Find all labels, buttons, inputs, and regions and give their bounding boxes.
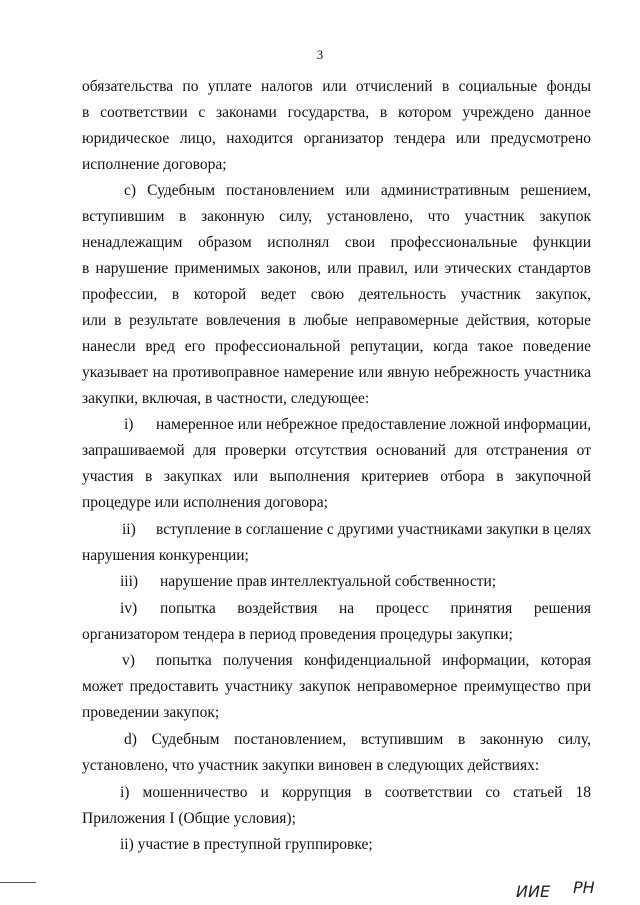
item-c-i-line-2: запрашиваемой для проверки отсутствия оснований для отстранения от: [82, 442, 591, 459]
para-a-line-3: юридическое лицо, находится организатор тендера или предусмотрено: [82, 130, 591, 147]
para-c-line-8: указывает на противоправное намерение или явную небрежность участника: [82, 364, 591, 381]
item-c-v-marker: v): [122, 652, 135, 669]
initials-left: ИИЕ: [516, 882, 551, 901]
item-d-i-line-1: i) мошенничество и коррупция в соответствии со статьей 18: [120, 784, 591, 801]
para-c-line-1: c) Судебным постановлением или административным решением,: [124, 182, 591, 199]
para-d-line-2: установлено, что участник закупки виновен в следующих действиях:: [82, 757, 540, 774]
item-c-v-line-3: проведении закупок;: [82, 704, 220, 721]
item-d-ii-line-1: ii) участие в преступной группировке;: [120, 836, 373, 853]
item-c-i-line-1: намеренное или небрежное предоставление ложной информации,: [156, 416, 592, 433]
para-c-line-9: закупки, включая, в частности, следующее:: [82, 390, 370, 407]
bottom-edge-rule: [0, 882, 36, 883]
item-c-iii-line-1: нарушение прав интеллектуальной собственности;: [160, 573, 497, 590]
item-c-ii-marker: ii): [122, 521, 136, 538]
para-a-line-4: исполнение договора;: [82, 156, 227, 173]
item-d-i-line-2: Приложения I (Общие условия);: [82, 810, 296, 827]
para-a-line-1: обязательства по уплате налогов или отчислений в социальные фонды: [82, 78, 591, 95]
para-c-line-5: профессии, в которой ведет свою деятельность участник закупок,: [82, 286, 591, 303]
item-c-iv-marker: iv): [120, 600, 138, 617]
item-c-i-line-3: участия в закупках или выполнения критериев отбора в закупочной: [82, 468, 591, 485]
para-c-line-3: ненадлежащим образом исполнял свои профессиональные функции: [82, 234, 591, 251]
page-number: 3: [316, 47, 324, 62]
para-a-line-2: в соответствии с законами государства, в котором учреждено данное: [82, 104, 591, 121]
item-c-i-marker: i): [124, 416, 134, 433]
para-d-line-1: d) Судебным постановлением, вступившим в законную силу,: [124, 731, 591, 748]
para-c-line-6: или в результате вовлечения в любые неправомерные действия, которые: [82, 312, 591, 329]
item-c-iii-marker: iii): [120, 573, 139, 590]
initials-right: PH: [573, 878, 595, 897]
item-c-ii-line-1: вступление в соглашение с другими участниками закупки в целях: [156, 521, 592, 538]
para-c-line-7: нанесли вред его профессиональной репутации, когда такое поведение: [82, 338, 591, 355]
item-c-iv-line-1: попытка воздействия на процесс принятия решения: [160, 600, 591, 617]
item-c-v-line-1: попытка получения конфиденциальной информации, которая: [156, 652, 591, 669]
item-c-v-line-2: может предоставить участнику закупок неправомерное преимущество при: [82, 678, 591, 695]
item-c-ii-line-2: нарушения конкуренции;: [82, 547, 249, 564]
item-c-iv-line-2: организатором тендера в период проведения процедуры закупки;: [82, 626, 513, 643]
para-c-line-4: в нарушение применимых законов, или правил, или этических стандартов: [82, 260, 591, 277]
item-c-i-line-4: процедуре или исполнения договора;: [82, 494, 328, 511]
para-c-line-2: вступившим в законную силу, установлено, что участник закупок: [82, 208, 591, 225]
